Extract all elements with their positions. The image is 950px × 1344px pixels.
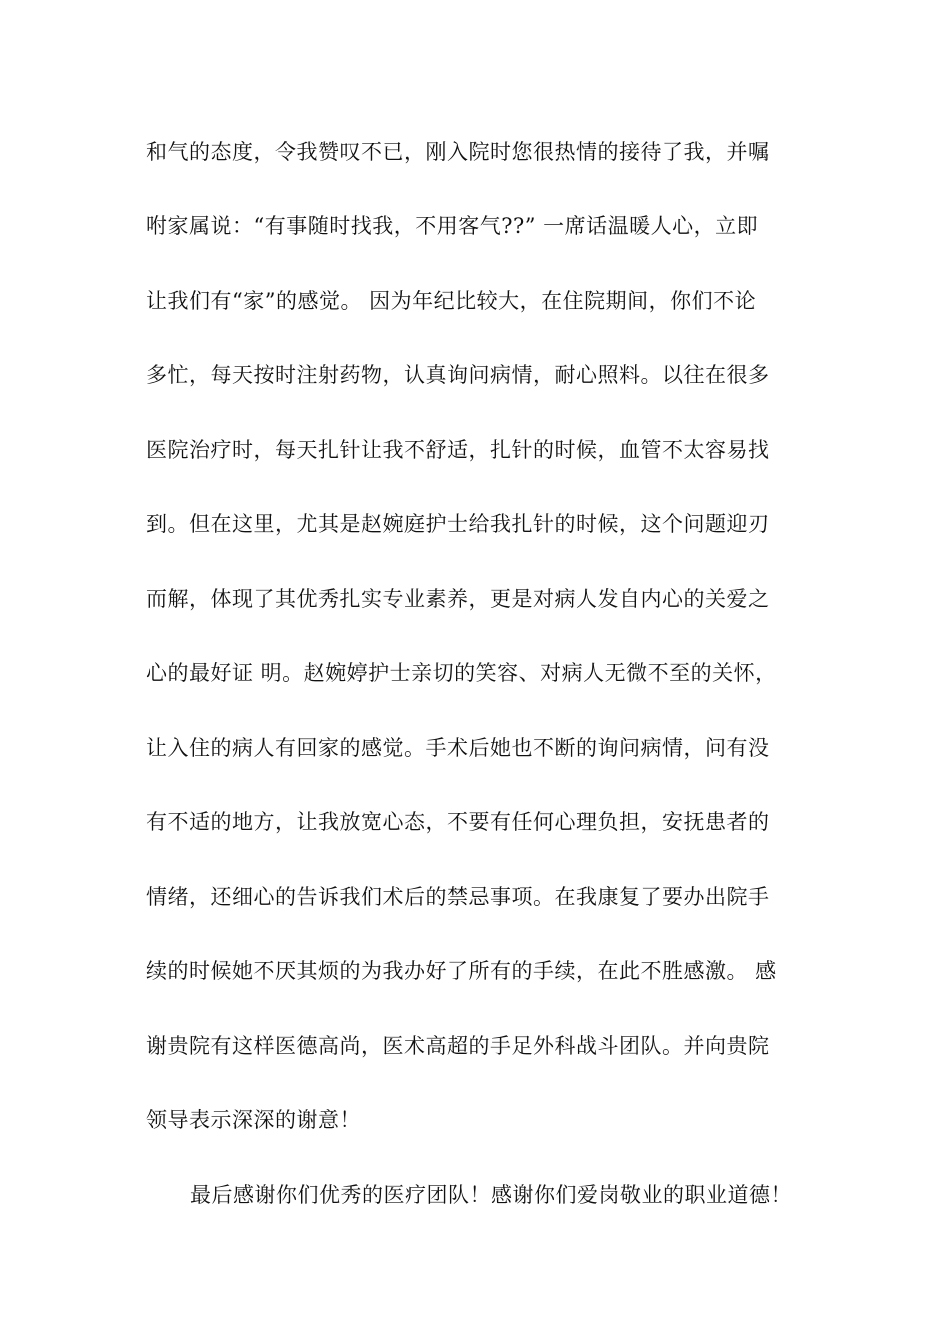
closing-paragraph: 最后感谢你们优秀的医疗团队！感谢你们爱岗敬业的职业道德！ bbox=[190, 1183, 792, 1207]
text-line: 谢贵院有这样医德高尚，医术高超的手足外科战斗团队。并向贵院 bbox=[146, 1034, 770, 1058]
text-line: 让我们有“家”的感觉。 因为年纪比较大，在住院期间，你们不论 bbox=[146, 289, 757, 313]
text-line: 有不适的地方，让我放宽心态，不要有任何心理负担，安抚患者的 bbox=[146, 810, 770, 834]
text-line: 心的最好证 明。赵婉婷护士亲切的笑容、对病人无微不至的关怀， bbox=[146, 661, 777, 685]
text-line: 续的时候她不厌其烦的为我办好了所有的手续，在此不胜感激。 感 bbox=[146, 959, 777, 983]
text-line: 让入住的病人有回家的感觉。手术后她也不断的询问病情，问有没 bbox=[146, 736, 770, 760]
text-line: 到。但在这里，尤其是赵婉庭护士给我扎针的时候，这个问题迎刃 bbox=[146, 512, 770, 536]
text-line: 领导表示深深的谢意！ bbox=[146, 1108, 361, 1132]
text-line: 咐家属说：“有事随时找我，不用客气??” 一席话温暖人心，立即 bbox=[146, 214, 759, 238]
text-line: 而解，体现了其优秀扎实专业素养，更是对病人发自内心的关爱之 bbox=[146, 587, 770, 611]
text-line: 医院治疗时，每天扎针让我不舒适，扎针的时候，血管不太容易找 bbox=[146, 438, 770, 462]
text-line: 情绪，还细心的告诉我们术后的禁忌事项。在我康复了要办出院手 bbox=[146, 885, 770, 909]
text-line: 多忙，每天按时注射药物，认真询问病情，耐心照料。以往在很多 bbox=[146, 363, 770, 387]
text-line: 和气的态度，令我赞叹不已，刚入院时您很热情的接待了我，并嘱 bbox=[146, 140, 770, 164]
